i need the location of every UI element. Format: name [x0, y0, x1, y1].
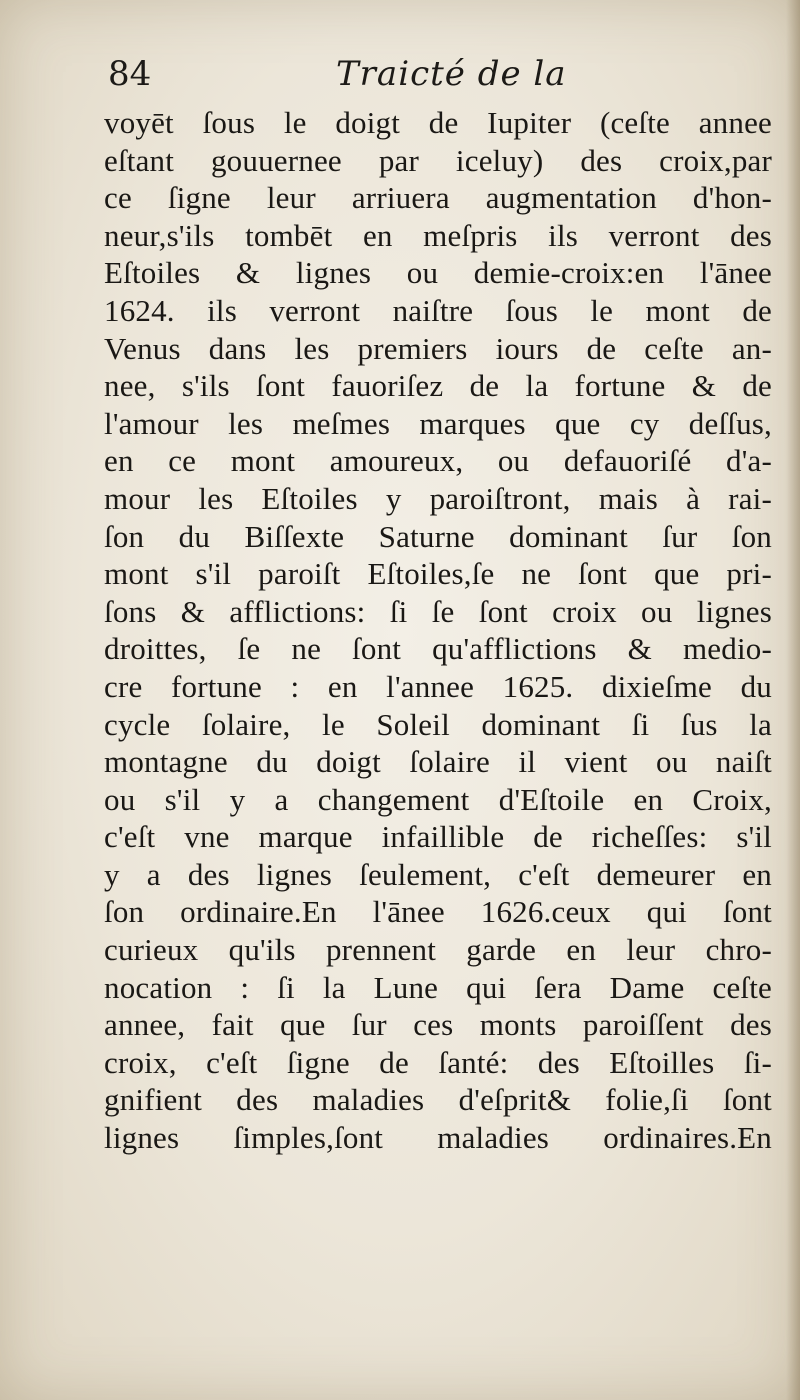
text-line: Eſtoiles & lignes ou demie-croix:en l'ānee	[104, 255, 772, 291]
text-line: ou s'il y a changement d'Eſtoile en Croix,	[104, 781, 772, 817]
text-line: neur,s'ils tombēt en meſpris ils verront des	[104, 217, 772, 253]
text-line: annee, fait que ſur ces monts paroiſſent des	[104, 1007, 772, 1043]
text-line: voyēt ſous le doigt de Iupiter (ceſte annee	[104, 105, 772, 140]
text-line: en ce mont amoureux, ou defauoriſé d'a-	[104, 443, 772, 479]
body-text	[104, 104, 772, 1157]
text-line: mour les Eſtoiles y paroiſtront, mais à rai-	[104, 480, 772, 516]
text-line: ce ſigne leur arriuera augmentation d'hon-	[104, 180, 772, 216]
text-line: cycle ſolaire, le Soleil dominant ſi ſus la	[104, 706, 772, 742]
text-line: cre fortune : en l'annee 1625. dixieſme du	[104, 668, 772, 704]
page-number: 84	[108, 54, 152, 94]
text-line: ſons & afflictions: ſi ſe ſont croix ou lignes	[104, 593, 772, 629]
page-header	[108, 52, 768, 102]
text-line: c'eſt vne marque infaillible de richeſſes: s'il	[104, 819, 772, 855]
running-head: Traicté de la	[336, 54, 567, 94]
text-line: nocation : ſi la Lune qui ſera Dame ceſte	[104, 969, 772, 1005]
text-line: eſtant gouuernee par iceluy) des croix,par	[104, 142, 772, 178]
text-line: droittes, ſe ne ſont qu'afflictions & medio-	[104, 631, 772, 667]
text-line: montagne du doigt ſolaire il vient ou naiſt	[104, 744, 772, 780]
page-edge-shadow	[786, 0, 800, 1400]
text-line: croix, c'eſt ſigne de ſanté: des Eſtoilles ſi-	[104, 1044, 772, 1080]
text-line: ſon ordinaire.En l'ānee 1626.ceux qui ſont	[104, 894, 772, 930]
text-line: l'amour les meſmes marques que cy deſſus,	[104, 405, 772, 441]
text-line: nee, s'ils ſont fauoriſez de la fortune & de	[104, 368, 772, 404]
text-line: ſon du Biſſexte Saturne dominant ſur ſon	[104, 518, 772, 554]
text-line: lignes ſimples,ſont maladies ordinaires.En	[104, 1120, 772, 1156]
text-line: gnifient des maladies d'eſprit& folie,ſi ſont	[104, 1082, 772, 1118]
text-line: mont s'il paroiſt Eſtoiles,ſe ne ſont que pri-	[104, 556, 772, 592]
text-line: curieux qu'ils prennent garde en leur chro-	[104, 932, 772, 968]
text-line: y a des lignes ſeulement, c'eſt demeurer en	[104, 856, 772, 892]
text-line: 1624. ils verront naiſtre ſous le mont de	[104, 292, 772, 328]
text-line: Venus dans les premiers iours de ceſte an-	[104, 330, 772, 366]
